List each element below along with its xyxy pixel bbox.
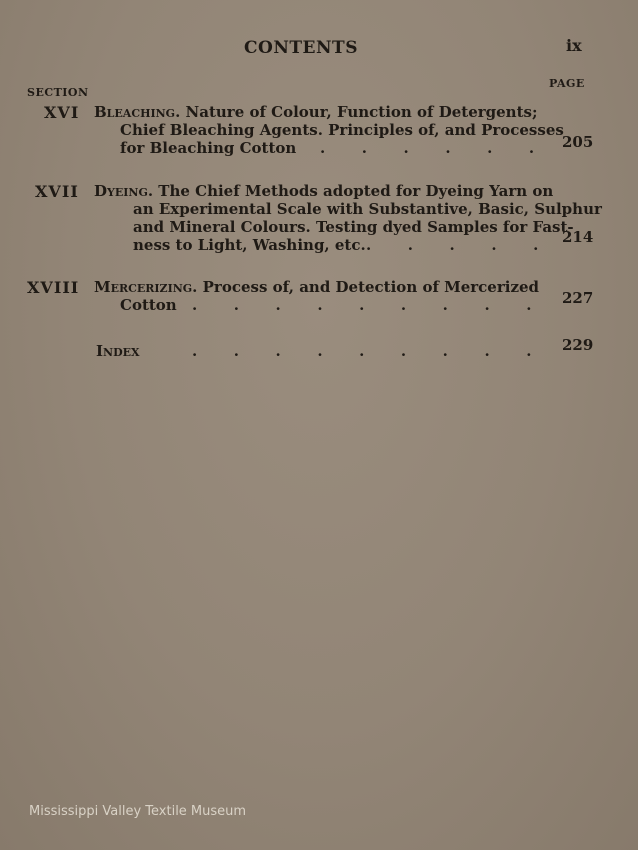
section-numeral: XVIII bbox=[27, 278, 80, 297]
entry-line: Chief Bleaching Agents. Principles of, and Processes bbox=[120, 121, 564, 139]
entry-line: and Mineral Colours. Testing dyed Samples for Fast- bbox=[133, 218, 574, 236]
entry-line: an Experimental Scale with Substantive, Basic, Sulphur bbox=[133, 200, 602, 218]
section-numeral: XVII bbox=[35, 182, 79, 201]
entry-text: Nature of Colour, Function of Detergents; bbox=[185, 103, 538, 121]
page-title: CONTENTS bbox=[244, 38, 358, 58]
section-column-label: SECTION bbox=[27, 86, 89, 99]
entry-line bbox=[94, 182, 553, 201]
page-number: 229 bbox=[562, 336, 594, 354]
entry-line bbox=[94, 278, 539, 297]
entry-text: The Chief Methods adopted for Dyeing Yarn on bbox=[158, 182, 554, 200]
page-column-label: PAGE bbox=[549, 77, 585, 90]
entry-line: Cotton bbox=[120, 296, 177, 314]
dot-leader: . . . . . . . . . bbox=[192, 342, 532, 360]
dot-leader: . . . . . . bbox=[320, 139, 535, 157]
page-folio: ix bbox=[566, 36, 582, 55]
entry-line: for Bleaching Cotton bbox=[120, 139, 297, 157]
dot-leader: . . . . . . . . . bbox=[192, 296, 532, 314]
entry-heading: Dyeing. bbox=[94, 182, 154, 200]
index-label: Index bbox=[96, 342, 140, 360]
page-number: 214 bbox=[562, 228, 594, 246]
museum-watermark: Mississippi Valley Textile Museum bbox=[29, 804, 247, 819]
dot-leader: . . . . . bbox=[366, 236, 539, 254]
entry-line: ness to Light, Washing, etc. bbox=[133, 236, 366, 254]
section-numeral: XVI bbox=[44, 103, 80, 122]
entry-text: Process of, and Detection of Mercerized bbox=[202, 278, 539, 296]
page-number: 227 bbox=[562, 289, 594, 307]
entry-heading: Mercerizing. bbox=[94, 278, 198, 296]
page-number: 205 bbox=[562, 133, 594, 151]
entry-line bbox=[94, 103, 538, 122]
entry-heading: Bleaching. bbox=[94, 103, 181, 121]
